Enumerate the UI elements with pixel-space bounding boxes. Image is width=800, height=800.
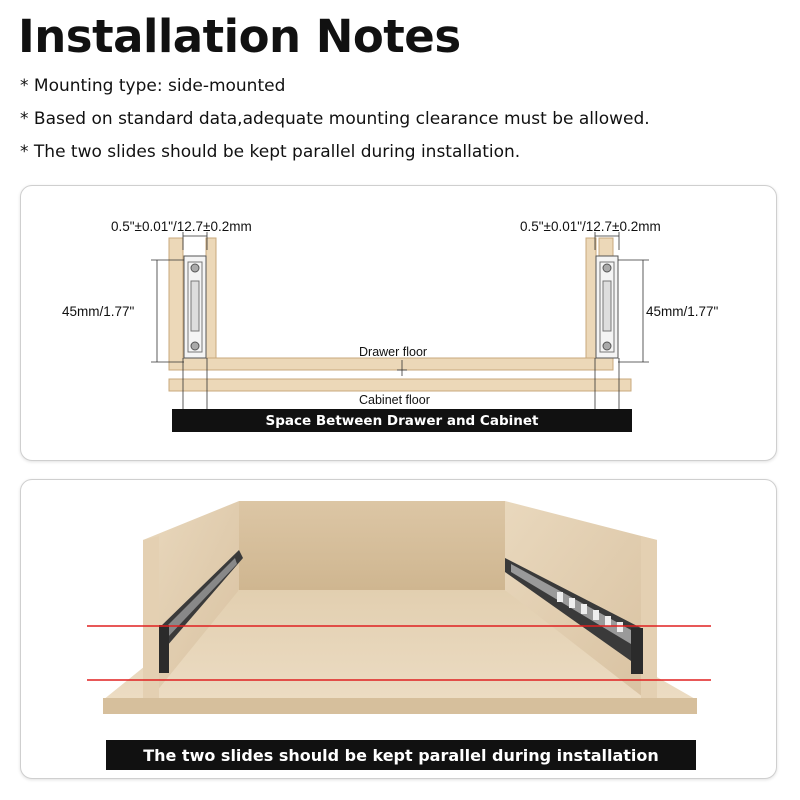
- left-height-label: 45mm/1.77": [62, 304, 135, 319]
- parallel-banner: The two slides should be kept parallel during installation: [106, 740, 696, 770]
- cabinet-left-wall: [206, 238, 216, 358]
- diagram-panel: [20, 185, 777, 461]
- right-slide-icon: [596, 256, 618, 358]
- drawer-back-wall: [239, 501, 505, 590]
- cabinet-floor-board: [169, 379, 631, 391]
- left-width-label: 0.5"±0.01"/12.7±0.2mm: [111, 219, 252, 234]
- photo-panel: [20, 479, 777, 779]
- right-width-label: 0.5"±0.01"/12.7±0.2mm: [520, 219, 661, 234]
- note-mounting-type: * Mounting type: side-mounted: [20, 76, 286, 96]
- page-title: Installation Notes: [18, 10, 461, 63]
- note-clearance: * Based on standard data,adequate mounting clearance must be allowed.: [20, 109, 650, 129]
- drawer-floor-label: Drawer floor: [359, 345, 428, 359]
- drawer-illustration: [21, 480, 777, 779]
- cabinet-right-wall: [586, 238, 596, 358]
- space-banner: Space Between Drawer and Cabinet: [172, 409, 632, 432]
- drawer-base-board: [103, 698, 697, 714]
- right-height-label: 45mm/1.77": [646, 304, 719, 319]
- cabinet-floor-label: Cabinet floor: [359, 393, 430, 407]
- note-parallel: * The two slides should be kept parallel during installation.: [20, 142, 521, 162]
- left-slide-icon: [184, 256, 206, 358]
